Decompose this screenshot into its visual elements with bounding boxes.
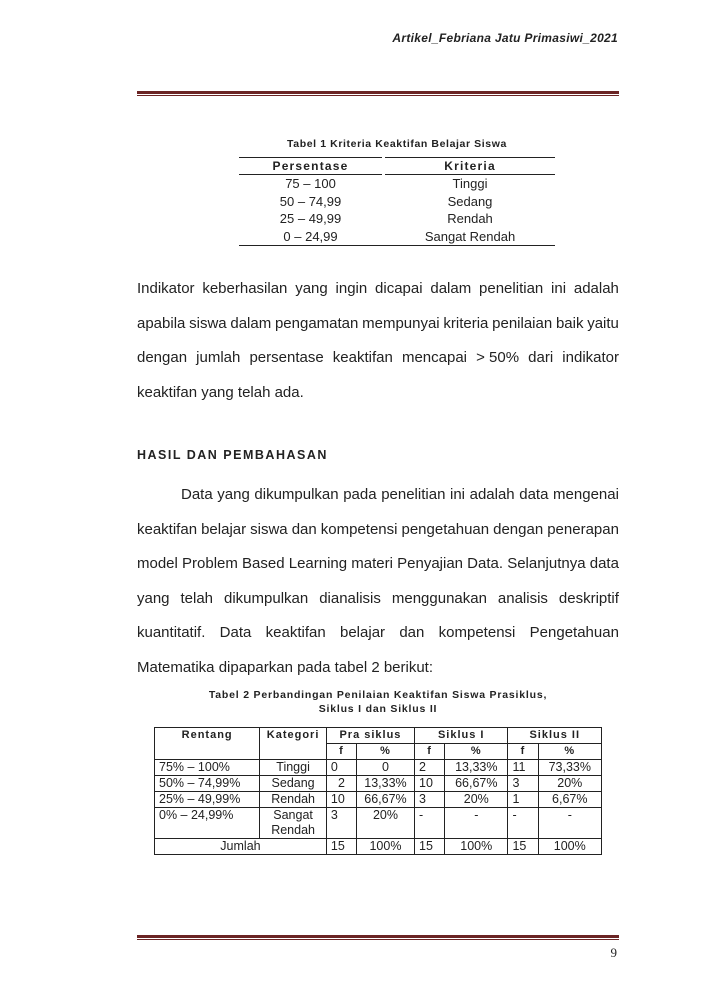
word: penelitian: [479, 280, 544, 297]
table-cell: 100%: [538, 839, 601, 855]
word: penelitian: [381, 486, 446, 503]
table-cell: 0% – 24,99%: [155, 808, 260, 839]
table-cell: 0 – 24,99: [239, 228, 382, 246]
word: belajar: [201, 520, 247, 538]
table-cell: 6,67%: [538, 792, 601, 808]
text-line: [137, 582, 619, 617]
table2: [154, 727, 602, 855]
table-cell: 10: [326, 792, 356, 808]
word: siswa: [189, 314, 227, 332]
page-number: 9: [610, 945, 617, 960]
word: dari: [528, 349, 554, 366]
word: dengan: [137, 349, 188, 366]
table1-header: Persentase: [239, 158, 382, 175]
word: keaktifan: [137, 520, 198, 538]
text-line: [137, 616, 619, 651]
running-header: Artikel_Febriana Jatu Primasiwi_2021: [392, 31, 618, 45]
table-cell: 25% – 49,99%: [155, 792, 260, 808]
table-cell: 2: [326, 776, 356, 792]
table-cell: -: [445, 808, 508, 839]
table2-caption: [154, 688, 602, 716]
table-row: [155, 808, 602, 839]
word: dicapai: [375, 280, 423, 297]
table-cell: 13,33%: [356, 776, 414, 792]
section-heading: HASIL DAN PEMBAHASAN: [137, 448, 328, 462]
table-cell: 25 – 49,99: [279, 211, 342, 226]
word: mencapai: [401, 349, 467, 366]
word: Learning: [288, 555, 348, 572]
word: keaktifan: [265, 624, 326, 641]
text-line: [137, 341, 619, 376]
footer-rule: [137, 935, 619, 938]
word: data: [519, 486, 549, 503]
table-cell: 100%: [356, 839, 414, 855]
word: dan: [291, 520, 317, 538]
table2-header-group: Siklus I: [415, 728, 508, 744]
table-row: [155, 792, 602, 808]
word: penerapan: [547, 520, 619, 538]
table-cell: Sangat Rendah: [385, 228, 555, 246]
table-cell: 73,33%: [538, 760, 601, 776]
word: belajar: [340, 624, 386, 641]
word: Selanjutnya: [507, 555, 586, 572]
word: penilaian: [492, 314, 553, 332]
word: indikator: [562, 349, 619, 366]
table2-subheader: %: [538, 744, 601, 760]
table-cell: Jumlah: [155, 839, 327, 855]
word: kompetensi: [320, 520, 398, 538]
table2-subheader: %: [445, 744, 508, 760]
word: mempunyai: [362, 314, 440, 332]
word: apabila: [137, 314, 186, 332]
word: dalam: [230, 314, 272, 332]
word: kuantitatif.: [137, 624, 206, 641]
table-cell: 0: [356, 760, 414, 776]
table-cell: Sangat Rendah: [260, 808, 327, 839]
text-line: keaktifan yang telah ada.: [137, 383, 304, 401]
table-cell: 100%: [445, 839, 508, 855]
table-row-total: [155, 839, 602, 855]
table1: [239, 157, 555, 246]
table2-header-group: Siklus II: [508, 728, 602, 744]
table-cell: 10: [415, 776, 445, 792]
footer-rule-thin: [137, 939, 619, 940]
word: Data: [219, 624, 252, 641]
table2-subheader: f: [508, 744, 538, 760]
table1-header: Kriteria: [385, 158, 555, 175]
table-cell: Rendah: [260, 792, 327, 808]
table-cell: 0: [326, 760, 356, 776]
word: persentase: [249, 349, 324, 366]
table2-header-kategori: Kategori: [260, 728, 327, 760]
table-row: [155, 776, 602, 792]
table-cell: 20%: [356, 808, 414, 839]
table2-header-rentang: Rentang: [155, 728, 260, 760]
table-cell: 50% – 74,99%: [155, 776, 260, 792]
table-row: [155, 760, 602, 776]
word: adalah: [573, 280, 619, 297]
table1-caption: Tabel 1 Kriteria Keaktifan Belajar Siswa: [287, 138, 507, 150]
table-cell: 15: [415, 839, 445, 855]
table-cell: 50 – 74,99: [279, 193, 342, 209]
word: ini: [551, 280, 567, 297]
caption-line: Tabel 2 Perbandingan Penilaian Keaktifan Siswa Prasiklus,: [208, 689, 548, 701]
word: adalah: [469, 486, 515, 503]
table-cell: 1: [508, 792, 538, 808]
table-cell: 3: [415, 792, 445, 808]
word: pada: [343, 486, 377, 503]
caption-line: Siklus I dan Siklus II: [318, 703, 438, 715]
table-cell: 15: [508, 839, 538, 855]
word: Indikator: [137, 280, 195, 297]
table2-header-group: Pra siklus: [326, 728, 414, 744]
text-line: Matematika dipaparkan pada tabel 2 berikut:: [137, 658, 434, 676]
table-cell: 3: [326, 808, 356, 839]
word: deskriptif: [558, 589, 619, 607]
word: Data.: [467, 555, 504, 572]
text-line: [137, 307, 619, 342]
word: kriteria: [443, 314, 489, 332]
word: Problem: [182, 555, 238, 572]
text-line: [137, 547, 619, 582]
word: yang: [137, 589, 170, 607]
word: Penyajian: [397, 555, 464, 572]
word: jumlah: [196, 349, 241, 366]
table-cell: 75% – 100%: [155, 760, 260, 776]
word: dengan: [493, 520, 544, 538]
table2-subheader: f: [415, 744, 445, 760]
table-cell: 3: [508, 776, 538, 792]
word: dikumpulkan: [224, 589, 309, 607]
text-line: [137, 478, 619, 513]
word: dan: [399, 624, 425, 641]
word: analisis: [497, 589, 548, 607]
word: yang: [217, 486, 250, 503]
paragraph-results: [137, 478, 619, 685]
word: yaitu: [587, 314, 619, 332]
word: Pengetahuan: [529, 624, 619, 641]
table-cell: -: [508, 808, 538, 839]
table-cell: 20%: [538, 776, 601, 792]
table2-subheader: %: [356, 744, 414, 760]
word: menggunakan: [391, 589, 487, 607]
word: pengamatan: [274, 314, 359, 332]
word: keaktifan: [332, 349, 393, 366]
table-cell: Tinggi: [260, 760, 327, 776]
table-row: [239, 228, 555, 246]
text-line: [137, 272, 619, 307]
word: Data: [181, 486, 213, 503]
word: keberhasilan: [202, 280, 288, 297]
table-cell: 75 – 100: [285, 176, 336, 191]
word: ini: [450, 486, 466, 503]
word: model: [137, 555, 178, 572]
word: dalam: [430, 280, 472, 297]
word: pengetahuan: [401, 520, 490, 538]
word: ingin: [335, 280, 368, 297]
header-rule: [137, 91, 619, 94]
table-cell: 11: [508, 760, 538, 776]
word: > 50%: [476, 349, 520, 366]
table-cell: Rendah: [447, 211, 493, 226]
header-rule-thin: [137, 95, 619, 96]
word: baik: [555, 314, 584, 332]
table-cell: 20%: [445, 792, 508, 808]
table-cell: 13,33%: [445, 760, 508, 776]
table-cell: Sedang: [260, 776, 327, 792]
word: Based: [242, 555, 285, 572]
word: siswa: [250, 520, 288, 538]
table-cell: 66,67%: [356, 792, 414, 808]
table-cell: -: [415, 808, 445, 839]
table-cell: 66,67%: [445, 776, 508, 792]
word: kompetensi: [438, 624, 516, 641]
table-cell: Tinggi: [452, 176, 488, 191]
table-row: [239, 193, 555, 211]
table-row: [239, 175, 555, 193]
table-cell: 15: [326, 839, 356, 855]
word: yang: [295, 280, 328, 297]
word: mengenai: [553, 486, 619, 503]
word: data: [589, 555, 619, 572]
word: dikumpulkan: [254, 486, 339, 503]
word: dianalisis: [319, 589, 381, 607]
paragraph-indicator: [137, 272, 619, 410]
table2-subheader: f: [326, 744, 356, 760]
table-cell: -: [538, 808, 601, 839]
word: materi: [351, 555, 393, 572]
table-row: [239, 210, 555, 228]
text-line: [137, 513, 619, 548]
table-cell: Sedang: [447, 193, 493, 209]
word: telah: [180, 589, 214, 607]
table-cell: 2: [415, 760, 445, 776]
